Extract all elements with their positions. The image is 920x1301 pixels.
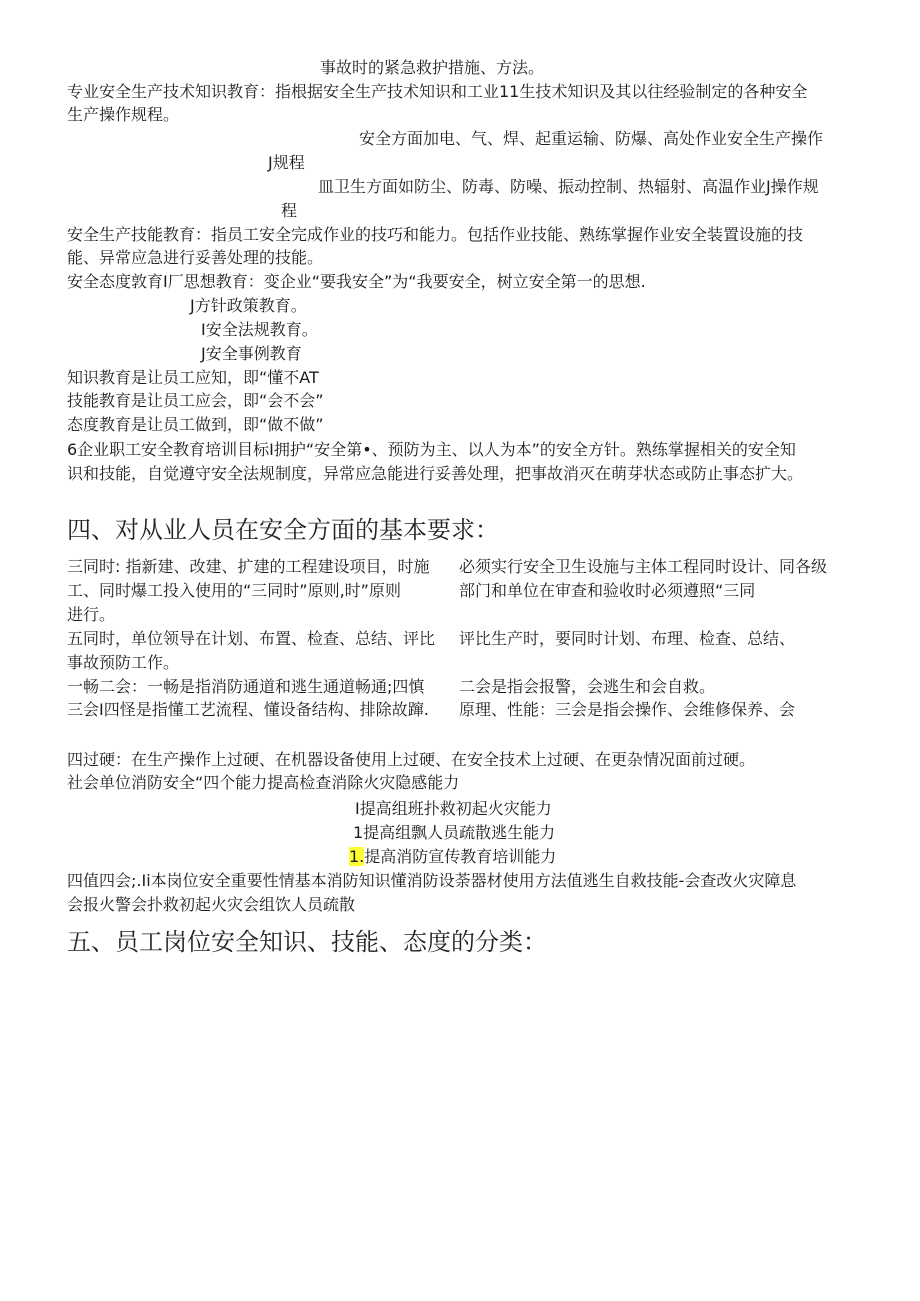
text-line: I提高组班扑救初起火灾能力 — [355, 799, 552, 818]
text-line: 五同时，单位领导在计划、布置、检查、总结、评比 — [67, 629, 436, 648]
text-line: 进行。 — [67, 605, 116, 624]
text-line: 三会I四怪是指懂工艺流程、懂设备结构、排除故蹿. — [67, 700, 429, 719]
section-heading: 四、对从业人员在安全方面的基本要求： — [67, 516, 499, 544]
text-line: 必须实行安全卫生设施与主体工程同时设计、同各级 — [459, 557, 828, 576]
text-line: 知识教育是让员工应知，即“懂不AT — [67, 368, 319, 387]
text-line: 会报火警会扑救初起火灾会组饮人员疏散 — [67, 895, 356, 914]
text-line: 评比生产时，要同时计划、布理、检查、总结、 — [459, 629, 796, 648]
text-line: 1提高组飘人员疏散逃生能力 — [353, 823, 556, 842]
text-line: 生产操作规程。 — [67, 105, 180, 124]
text-line: 识和技能，自觉遵守安全法规制度，异常应急能进行妥善处理，把事故消灭在萌芽状态或防止事态扩大。 — [67, 464, 804, 483]
text-line: J规程 — [268, 153, 305, 172]
text-line — [349, 846, 556, 868]
text-line: 社会单位消防安全“四个能力提高检查消除火灾隐感能力 — [67, 773, 460, 792]
text-line: 皿卫生方面如防尘、防毒、防噪、振动控制、热辐射、高温作业J操作规 — [318, 177, 819, 196]
text-line: 专业安全生产技术知识教育：指根据安全生产技术知识和工业11生技术知识及其以往经验制定的各种安全 — [67, 82, 808, 101]
text-line: 程 — [281, 201, 298, 220]
text-line: 部门和单位在审查和验收时必须遵照“三同 — [459, 581, 756, 600]
text-line: 技能教育是让员工应会，即“会不会” — [67, 391, 324, 410]
text-line: J安全事例教育 — [201, 344, 302, 363]
text-line: 一畅二会：一畅是指消防通道和逃生通道畅通;四慎 — [67, 677, 425, 696]
text-line: I安全法规教育。 — [201, 320, 318, 339]
text-line: 安全态度敦育I厂思想教育：变企业“要我安全”为“我要安全，树立安全第一的思想. — [67, 272, 646, 291]
text-segment: 提高消防宣传教育培训能力 — [364, 847, 557, 866]
text-line: J方针政策教育。 — [190, 296, 307, 315]
section-heading: 五、员工岗位安全知识、技能、态度的分类： — [67, 928, 547, 956]
text-line: 6企业职工安全教育培训目标I拥护“安全第•、预防为主、以人为本”的安全方针。熟练掌握相关的安全知 — [67, 440, 796, 459]
text-line: 能、异常应急进行妥善处理的技能。 — [67, 248, 324, 267]
text-line: 态度教育是让员工做到，即“做不做” — [67, 415, 324, 434]
text-line: 事故预防工作。 — [67, 653, 180, 672]
text-line: 事故时的紧急救护措施、方法。 — [320, 58, 545, 77]
text-line: 工、同时爆工投入使用的“三同时”原则,时”原则 — [67, 581, 401, 600]
highlight-mark: 1. — [349, 847, 365, 866]
text-line: 四过硬：在生产操作上过硬、在机器设备使用上过硬、在安全技术上过硬、在更杂情况面前过硬。 — [67, 750, 756, 769]
text-line: 安全方面加电、气、焊、起重运输、防爆、高处作业安全生产操作 — [359, 129, 824, 148]
text-line: 三同时: 指新建、改建、扩建的工程建设项目，时施 — [67, 557, 430, 576]
text-line: 四值四会;.Ii本岗位安全重要性情基本消防知识懂消防设荼器材使用方法值逃生自救技能-会查改火灾障息 — [67, 871, 797, 890]
text-line: 安全生产技能教育：指员工安全完成作业的技巧和能力。包括作业技能、熟练掌握作业安全装置设施的技 — [67, 225, 804, 244]
text-line: 二会是指会报警，会逃生和会自救。 — [459, 677, 716, 696]
text-line: 原理、性能：三会是指会操作、会维修保养、会 — [459, 700, 796, 719]
